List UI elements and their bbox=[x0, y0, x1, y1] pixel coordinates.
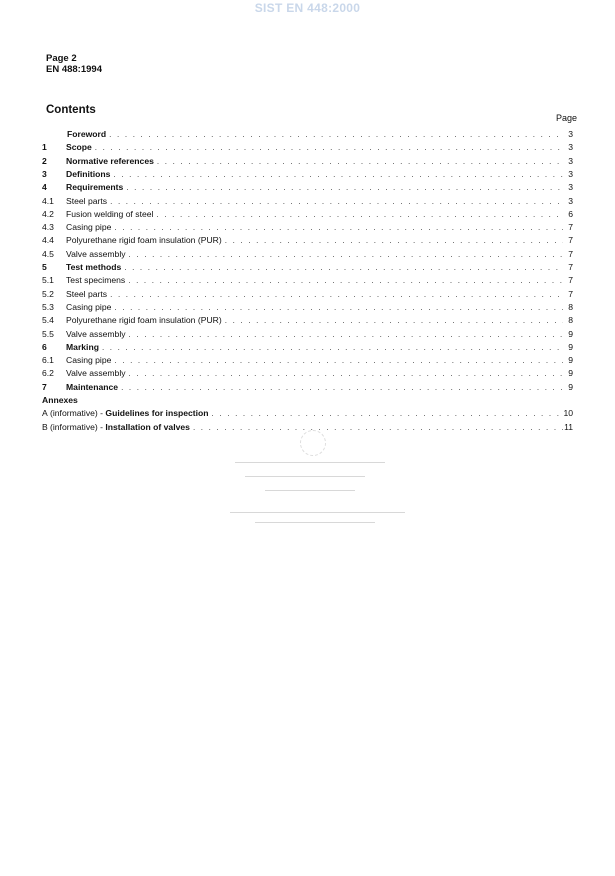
toc-entry-page: 7 bbox=[568, 262, 573, 272]
toc-entry-page: 8 bbox=[568, 315, 573, 326]
toc-entry-number: 6.1 bbox=[42, 355, 54, 366]
toc-entry-number: 7 bbox=[42, 381, 47, 392]
dot-leader bbox=[129, 367, 563, 380]
toc-entry bbox=[0, 301, 615, 314]
toc-entry-title: (informative) - Guidelines for inspection bbox=[50, 408, 209, 419]
toc-entry-number: 4.4 bbox=[42, 235, 54, 246]
dot-leader bbox=[102, 341, 563, 354]
toc-entry-title: Casing pipe bbox=[66, 355, 112, 366]
toc-entry-number: B bbox=[42, 421, 48, 432]
toc-entry-page: 9 bbox=[568, 341, 573, 352]
toc-entry-title: Casing pipe bbox=[66, 222, 112, 233]
toc-entry-page: 7 bbox=[568, 222, 573, 233]
toc-entry-number: 6 bbox=[42, 341, 47, 352]
toc-entry bbox=[0, 248, 615, 261]
toc-entry-title: Scope bbox=[66, 142, 92, 153]
toc-entry-number: 5.4 bbox=[42, 315, 54, 326]
toc-entry bbox=[0, 195, 615, 208]
toc-entry-title: Casing pipe bbox=[66, 301, 112, 312]
toc-entry-page: 11 bbox=[564, 421, 573, 432]
dot-leader bbox=[157, 155, 563, 168]
dot-leader bbox=[110, 288, 563, 301]
toc-entry bbox=[0, 407, 615, 420]
toc-entry-page: 3 bbox=[568, 155, 573, 166]
toc-entry-number: 4.2 bbox=[42, 208, 54, 219]
dot-leader bbox=[156, 208, 563, 221]
dot-leader bbox=[121, 381, 563, 394]
toc-entry bbox=[0, 354, 615, 367]
toc-entry-title: Marking bbox=[66, 341, 99, 352]
toc-entry-number: 4.5 bbox=[42, 248, 54, 259]
toc-entry-title: Normative references bbox=[66, 155, 154, 166]
toc-entry-number: 5.1 bbox=[42, 275, 54, 286]
toc-entry bbox=[0, 341, 615, 354]
toc-entry bbox=[0, 155, 615, 168]
toc-entry-number: 2 bbox=[42, 155, 47, 166]
toc-entry-title: Maintenance bbox=[66, 381, 119, 392]
dot-leader bbox=[114, 221, 563, 234]
toc-entry bbox=[0, 288, 615, 301]
toc-entry-number: 1 bbox=[42, 142, 47, 153]
toc-entry-number: 5 bbox=[42, 262, 47, 272]
toc-entry-number: A bbox=[42, 408, 48, 419]
toc-entry-page: 9 bbox=[568, 355, 573, 366]
toc-entry-page: 7 bbox=[568, 248, 573, 259]
toc-entry-page: 3 bbox=[568, 142, 573, 153]
toc-entry-page: 7 bbox=[568, 235, 573, 246]
toc-entry-number: 3 bbox=[42, 168, 47, 179]
toc-entry bbox=[0, 328, 615, 341]
toc-entry bbox=[0, 141, 615, 154]
toc-entry-page: 9 bbox=[568, 381, 573, 392]
toc-entry-page: 10 bbox=[563, 408, 573, 419]
toc-entry bbox=[0, 181, 615, 194]
page-number: Page 2 bbox=[46, 53, 77, 64]
toc-entry bbox=[0, 234, 615, 247]
toc-entry-page: 9 bbox=[568, 328, 573, 339]
toc-entry-number: 4.3 bbox=[42, 222, 54, 233]
toc-entry-number: 4.1 bbox=[42, 195, 54, 206]
toc-entry-title: Requirements bbox=[66, 182, 124, 193]
dot-leader bbox=[114, 354, 563, 367]
page-column-label: Page bbox=[556, 113, 578, 123]
toc-entry-title: Definitions bbox=[66, 168, 111, 179]
toc-entry bbox=[0, 274, 615, 287]
toc-entry-number: 5.5 bbox=[42, 328, 54, 339]
toc-entry-title: Valve assembly bbox=[66, 368, 126, 379]
toc-entry-number: Annexes bbox=[42, 395, 78, 405]
dot-leader bbox=[225, 314, 563, 327]
toc-entry-title: (informative) - Installation of valves bbox=[50, 421, 190, 432]
toc-entry-page: 7 bbox=[568, 275, 573, 286]
toc-entry-title: Steel parts bbox=[66, 195, 108, 206]
toc-entry-page: 7 bbox=[568, 288, 573, 299]
toc-entry-page: 3 bbox=[568, 182, 573, 193]
toc-entry bbox=[0, 367, 615, 380]
dot-leader bbox=[129, 248, 563, 261]
toc-entry bbox=[0, 168, 615, 181]
dot-leader bbox=[128, 274, 563, 287]
toc-entry-page: 9 bbox=[568, 368, 573, 379]
contents-heading: Contents bbox=[46, 104, 96, 116]
toc-entry-title: Polyurethane rigid foam insulation (PUR) bbox=[66, 315, 222, 326]
toc-entry-title: Foreword bbox=[67, 129, 107, 139]
toc-entry-title: Test specimens bbox=[66, 275, 126, 286]
standard-number: EN 488:1994 bbox=[46, 64, 102, 75]
toc-entry bbox=[0, 128, 615, 141]
toc-entry-title: Fusion welding of steel bbox=[66, 208, 154, 219]
dot-leader bbox=[110, 195, 563, 208]
dot-leader bbox=[113, 168, 563, 181]
dot-leader bbox=[95, 141, 563, 154]
toc-entry-page: 6 bbox=[568, 208, 573, 219]
dot-leader bbox=[114, 301, 563, 314]
watermark: SIST EN 448:2000 bbox=[254, 1, 361, 15]
toc-entry bbox=[0, 208, 615, 221]
toc-entry bbox=[0, 221, 615, 234]
faded-stamp bbox=[225, 440, 415, 530]
page-header bbox=[46, 53, 102, 75]
toc-entry-title: Polyurethane rigid foam insulation (PUR) bbox=[66, 235, 222, 246]
dot-leader bbox=[124, 261, 563, 274]
toc-entry-number: 5.2 bbox=[42, 288, 54, 299]
toc-entry-page: 3 bbox=[568, 129, 573, 139]
toc-entry-title: Valve assembly bbox=[66, 328, 126, 339]
toc-entry-page: 8 bbox=[568, 301, 573, 312]
toc-entry-title: Test methods bbox=[66, 262, 122, 272]
toc-entry-page: 3 bbox=[568, 168, 573, 179]
toc-entry bbox=[0, 314, 615, 327]
dot-leader bbox=[212, 407, 563, 420]
dot-leader bbox=[193, 421, 563, 434]
dot-leader bbox=[109, 128, 563, 141]
dot-leader bbox=[225, 234, 563, 247]
toc-entry bbox=[0, 381, 615, 394]
annexes-heading bbox=[0, 394, 615, 407]
toc-entry-title: Steel parts bbox=[66, 288, 108, 299]
toc-entry-number: 6.2 bbox=[42, 368, 54, 379]
toc-entry-page: 3 bbox=[568, 195, 573, 206]
dot-leader bbox=[129, 328, 563, 341]
toc-entry-title: Valve assembly bbox=[66, 248, 126, 259]
toc-entry bbox=[0, 261, 615, 274]
dot-leader bbox=[126, 181, 563, 194]
seal-mark bbox=[300, 430, 326, 456]
toc-entry-number: 4 bbox=[42, 182, 47, 193]
toc-entry-number: 5.3 bbox=[42, 301, 54, 312]
